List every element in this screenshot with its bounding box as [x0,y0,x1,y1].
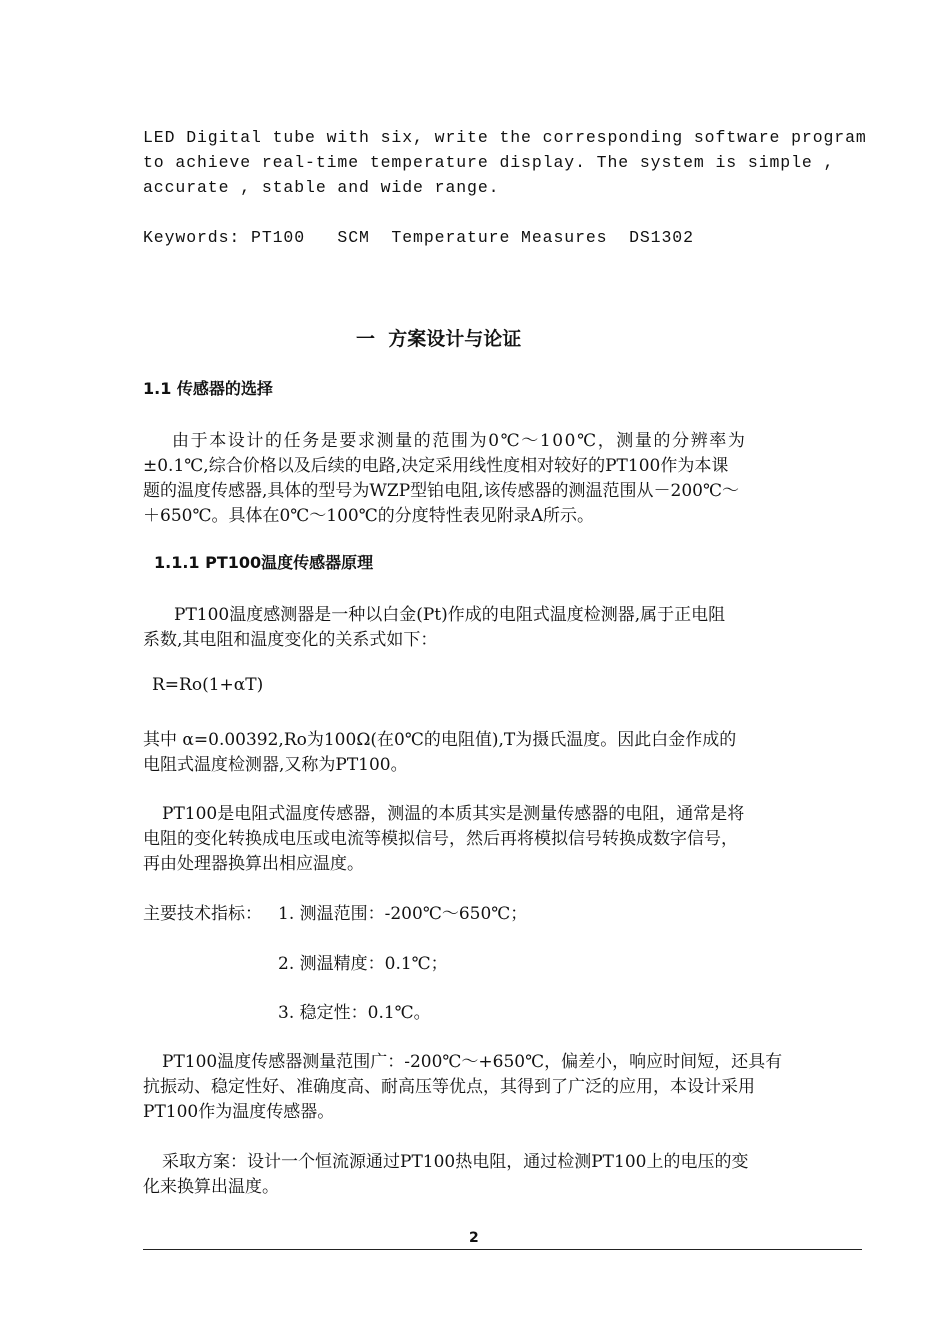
spec-item-3: 3. 稳定性：0.1℃。 [278,1003,431,1023]
para6-line-1: 采取方案：设计一个恒流源通过PT100热电阻，通过检测PT100上的电压的变 [162,1152,749,1172]
abstract-line-1: LED Digital tube with six, write the corresponding software program [143,128,867,147]
formula: R=Ro(1+αT) [152,675,264,695]
para2-line-2: 系数,其电阻和温度变化的关系式如下： [143,630,438,650]
para3-line-2: 电阻式温度检测器,又称为PT100。 [143,755,408,775]
para5-line-1: PT100温度传感器测量范围广：-200℃～+650℃，偏差小，响应时间短，还具有 [162,1052,783,1072]
abstract-line-2: to achieve real-time temperature display. The system is simple , [143,153,835,172]
spec-label: 主要技术指标： [143,904,262,924]
page-number: 2 [469,1230,479,1246]
para4-line-1: PT100是电阻式温度传感器，测温的本质其实是测量传感器的电阻，通常是将 [162,804,745,824]
para5-line-2: 抗振动、稳定性好、准确度高、耐高压等优点，其得到了广泛的应用，本设计采用 [143,1077,755,1097]
chapter-title: 一 方案设计与论证 [356,328,522,350]
section-heading-1-1: 1.1 传感器的选择 [143,379,273,398]
para5-line-3: PT100作为温度传感器。 [143,1102,335,1122]
para1-line-2: ±0.1℃,综合价格以及后续的电路,决定采用线性度相对较好的PT100作为本课 [143,456,729,476]
para4-line-2: 电阻的变化转换成电压或电流等模拟信号，然后再将模拟信号转换成数字信号， [143,829,738,849]
para3-line-1: 其中 α=0.00392,Ro为100Ω(在0℃的电阻值),T为摄氏温度。因此白金作成的 [143,730,737,750]
abstract-line-3: accurate , stable and wide range. [143,178,500,197]
spec-item-1: 1. 测温范围：-200℃～650℃； [278,904,528,924]
keywords: Keywords: PT100 SCM Temperature Measures DS1302 [143,228,694,247]
para1-line-4: ＋650℃。具体在0℃～100℃的分度特性表见附录A所示。 [143,506,595,526]
footer-rule [143,1249,862,1250]
section-heading-1-1-1: 1.1.1 PT100温度传感器原理 [154,553,374,572]
para2-line-1: PT100温度感测器是一种以白金(Pt)作成的电阻式温度检测器,属于正电阻 [174,605,726,625]
spec-item-2: 2. 测温精度：0.1℃； [278,954,448,974]
para1-line-1: 由于本设计的任务是要求测量的范围为0℃～100℃，测量的分辨率为 [172,431,747,451]
para6-line-2: 化来换算出温度。 [143,1177,279,1197]
para1-line-3: 题的温度传感器,具体的型号为WZP型铂电阻,该传感器的测温范围从－200℃～ [143,481,739,501]
para4-line-3: 再由处理器换算出相应温度。 [143,854,364,874]
